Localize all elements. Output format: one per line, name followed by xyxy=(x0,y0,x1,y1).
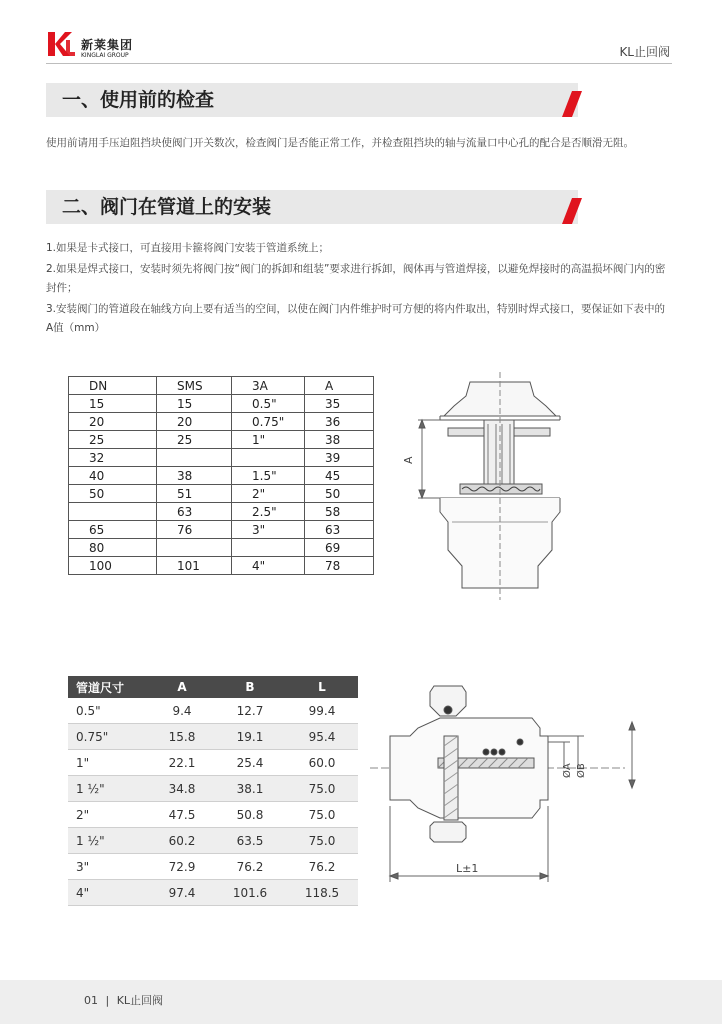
footer-separator: | xyxy=(105,994,110,1007)
dimension-a-label: A xyxy=(402,456,415,464)
header-product-name: KL止回阀 xyxy=(619,45,670,59)
table-cell: 51 xyxy=(157,485,232,503)
col-header-pipe-size: 管道尺寸 xyxy=(68,676,150,698)
table-cell: 63 xyxy=(305,521,374,539)
table-cell: 76 xyxy=(157,521,232,539)
table-row xyxy=(69,467,374,485)
valve-section-drawing xyxy=(400,372,600,602)
table-cell: 38 xyxy=(305,431,374,449)
table-row xyxy=(69,413,374,431)
section2-red-slash-icon xyxy=(560,198,586,224)
table-cell: 35 xyxy=(305,395,374,413)
table-cell: 60.2 xyxy=(150,828,214,854)
table-cell: 50 xyxy=(305,485,374,503)
table-cell: 101.6 xyxy=(214,880,286,906)
col-header-sms: SMS xyxy=(157,377,232,395)
table-cell: 22.1 xyxy=(150,750,214,776)
table-cell xyxy=(232,539,305,557)
table-cell: 9.4 xyxy=(150,698,214,724)
table-cell: 1 ½" xyxy=(68,776,150,802)
col-header-3a: 3A xyxy=(232,377,305,395)
col-header-a: A xyxy=(150,676,214,698)
table-row xyxy=(69,449,374,467)
table-cell: 97.4 xyxy=(150,880,214,906)
header-divider xyxy=(46,63,672,64)
table-body xyxy=(69,395,374,575)
table-cell: 47.5 xyxy=(150,802,214,828)
table-row xyxy=(68,698,358,724)
table-cell: 78 xyxy=(305,557,374,575)
section1-red-slash-icon xyxy=(560,91,586,117)
table-cell: 0.5" xyxy=(232,395,305,413)
table-row xyxy=(69,521,374,539)
table-cell: 12.7 xyxy=(214,698,286,724)
table-body xyxy=(68,698,358,906)
table-header-row xyxy=(69,377,374,395)
table-cell: 75.0 xyxy=(286,776,358,802)
table-cell xyxy=(157,449,232,467)
table-cell: 76.2 xyxy=(214,854,286,880)
footer-product-name: KL止回阀 xyxy=(116,994,164,1007)
table-cell: 60.0 xyxy=(286,750,358,776)
table-cell: 99.4 xyxy=(286,698,358,724)
table-cell: 0.5" xyxy=(68,698,150,724)
table-cell: 72.9 xyxy=(150,854,214,880)
table-cell: 3" xyxy=(68,854,150,880)
table-cell: 50.8 xyxy=(214,802,286,828)
table-row xyxy=(69,557,374,575)
table-cell: 65 xyxy=(69,521,157,539)
valve-dimension-drawing xyxy=(370,676,670,886)
section2-item-2: 2.如果是焊式接口，安装时须先将阀门按“阀门的拆卸和组装”要求进行拆卸，阀体再与管道焊接，以避免焊接时的高温损坏阀门内的密封件； xyxy=(46,263,666,294)
table-cell: 25 xyxy=(157,431,232,449)
table-cell: 63 xyxy=(157,503,232,521)
table-row xyxy=(68,724,358,750)
table-cell: 19.1 xyxy=(214,724,286,750)
table-cell: 3" xyxy=(232,521,305,539)
table-row xyxy=(69,503,374,521)
table-cell: 101 xyxy=(157,557,232,575)
table-cell: 15 xyxy=(69,395,157,413)
table-cell: 36 xyxy=(305,413,374,431)
table-cell: 1 ½" xyxy=(68,828,150,854)
table-cell xyxy=(232,449,305,467)
table-cell: 40 xyxy=(69,467,157,485)
table-cell: 15.8 xyxy=(150,724,214,750)
table-cell: 80 xyxy=(69,539,157,557)
table-cell: 100 xyxy=(69,557,157,575)
table-row xyxy=(68,828,358,854)
table-cell: 25 xyxy=(69,431,157,449)
table-row xyxy=(68,802,358,828)
section1-title: 一、使用前的检查 xyxy=(62,89,215,111)
section2-item-1: 1.如果是卡式接口，可直接用卡箍将阀门安装于管道系统上； xyxy=(46,242,330,254)
footer-text xyxy=(84,992,163,1008)
table-cell: 50 xyxy=(69,485,157,503)
table-row xyxy=(69,539,374,557)
col-header-a: A xyxy=(305,377,374,395)
table-cell: 38 xyxy=(157,467,232,485)
table-cell xyxy=(69,503,157,521)
table-cell: 38.1 xyxy=(214,776,286,802)
table-cell: 25.4 xyxy=(214,750,286,776)
pipe-size-table xyxy=(68,676,358,906)
table-cell: 0.75" xyxy=(232,413,305,431)
table-cell: 15 xyxy=(157,395,232,413)
dimension-b-label: ØB xyxy=(576,763,587,778)
table-cell: 75.0 xyxy=(286,802,358,828)
table-row xyxy=(68,880,358,906)
table-cell: 32 xyxy=(69,449,157,467)
table-cell: 34.8 xyxy=(150,776,214,802)
table-row xyxy=(68,854,358,880)
col-header-dn: DN xyxy=(69,377,157,395)
page-number: 01 xyxy=(84,994,98,1007)
table-cell: 4" xyxy=(68,880,150,906)
table-cell: 45 xyxy=(305,467,374,485)
dimension-a-label: ØA xyxy=(562,763,573,778)
table-row xyxy=(69,431,374,449)
table-cell: 58 xyxy=(305,503,374,521)
table-row xyxy=(69,395,374,413)
table-cell: 1" xyxy=(232,431,305,449)
dimension-l-label: L±1 xyxy=(456,862,479,875)
table-cell: 2" xyxy=(232,485,305,503)
table-cell: 63.5 xyxy=(214,828,286,854)
col-header-b: B xyxy=(214,676,286,698)
section2-item-3: 3.安装阀门的管道段在轴线方向上要有适当的空间，以使在阀门内件维护时可方便的将内件取出，特别时焊式接口，要保证如下表中的A值（mm） xyxy=(46,303,666,334)
table-cell: 1.5" xyxy=(232,467,305,485)
table-header-row xyxy=(68,676,358,698)
logo-english-name: KINGLAI GROUP xyxy=(81,52,129,59)
table-cell: 0.75" xyxy=(68,724,150,750)
table-cell: 2" xyxy=(68,802,150,828)
section1-paragraph: 使用前请用手压迫阻挡块使阀门开关数次，检查阀门是否能正常工作，并检查阻挡块的轴与流量口中心孔的配合是否顺滑无阻。 xyxy=(46,137,634,149)
table-cell: 69 xyxy=(305,539,374,557)
dimension-a-table xyxy=(68,376,374,575)
table-row xyxy=(69,485,374,503)
table-row xyxy=(68,750,358,776)
kinglai-logo-icon xyxy=(46,30,76,58)
table-cell: 39 xyxy=(305,449,374,467)
table-cell: 118.5 xyxy=(286,880,358,906)
table-cell: 76.2 xyxy=(286,854,358,880)
table-cell: 20 xyxy=(69,413,157,431)
table-cell: 1" xyxy=(68,750,150,776)
col-header-l: L xyxy=(286,676,358,698)
logo-chinese-name: 新莱集团 xyxy=(81,38,134,52)
table-cell: 20 xyxy=(157,413,232,431)
table-cell: 75.0 xyxy=(286,828,358,854)
table-cell xyxy=(157,539,232,557)
table-cell: 2.5" xyxy=(232,503,305,521)
table-cell: 4" xyxy=(232,557,305,575)
table-cell: 95.4 xyxy=(286,724,358,750)
section2-title: 二、阀门在管道上的安装 xyxy=(62,196,272,218)
table-row xyxy=(68,776,358,802)
